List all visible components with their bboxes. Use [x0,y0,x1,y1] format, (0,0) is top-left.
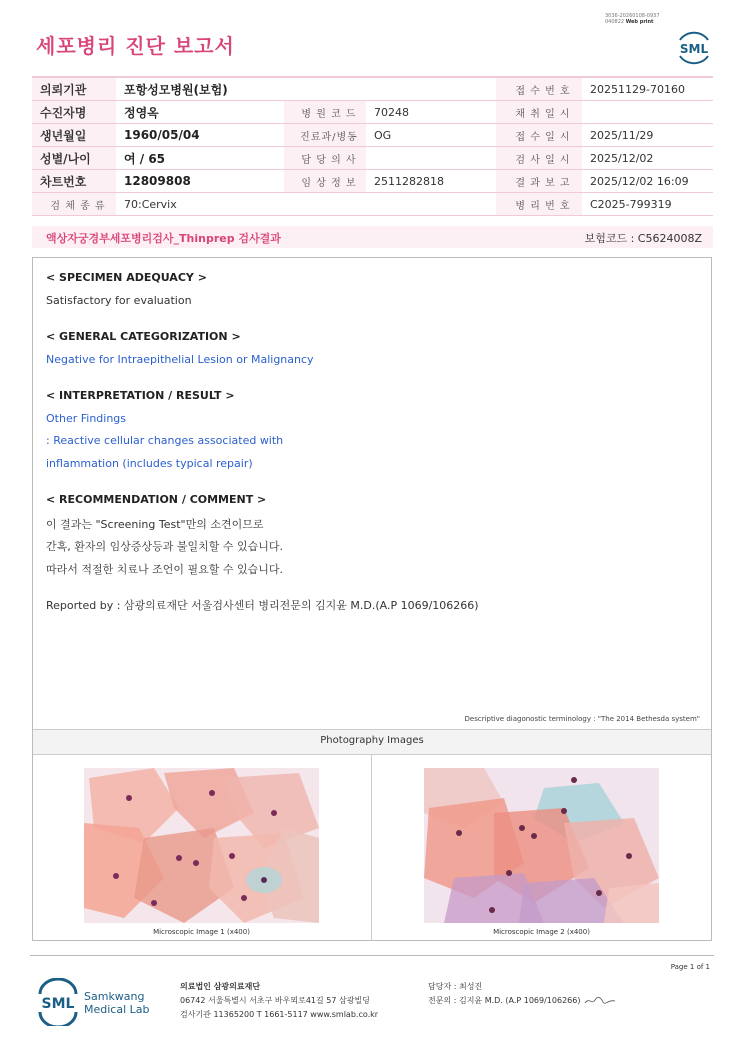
footer-staff [428,980,617,1008]
receipt-date-value: 2025/11/29 [582,124,713,147]
exam-date-label: 검 사 일 시 [496,147,582,170]
interpretation-line-2: : Reactive cellular changes associated with [46,434,284,447]
footer-manager: 담당자 : 최성진 [428,982,483,991]
recommendation-line-1: 이 결과는 "Screening Test"만의 소견이므로 [46,518,264,531]
collect-date-value [582,101,713,124]
recommendation-line-3: 따라서 적절한 치료나 조언이 필요할 수 있습니다. [46,563,283,576]
footer-org-info [180,980,378,1022]
footer-logo [36,978,80,1030]
svg-text:SML: SML [679,42,709,56]
photo-divider [371,754,372,941]
footer-brand: Samkwang Medical Lab [84,990,150,1016]
reported-by: Reported by : 삼광의료재단 서울검사센터 병리전문의 김지윤 M.D.(A.P 1069/106266) [46,599,479,612]
patient-value: 정영옥 [116,101,284,124]
recommendation-line-2: 간혹, 환자의 임상증상등과 불일치할 수 있습니다. [46,540,283,553]
footer-divider [30,955,714,956]
hospital-code-value: 70248 [366,101,496,124]
sml-footer-logo-icon [36,978,80,1026]
adequacy-header: < SPECIMEN ADEQUACY > [46,271,207,284]
doctor-label: 담 당 의 사 [284,147,366,170]
insurance-code: 보험코드 : C5624008Z [584,232,702,245]
receipt-no-label: 접 수 번 호 [496,77,582,101]
adequacy-text: Satisfactory for evaluation [46,294,192,307]
exam-date-value: 2025/12/02 [582,147,713,170]
signature-icon [583,995,617,1007]
patient-info-table [32,76,713,216]
category-text: Negative for Intraepithelial Lesion or Malignancy [46,353,314,366]
report-title: 세포병리 진단 보고서 [36,34,235,58]
footer-address: 06742 서울특별시 서초구 바우뫼로41길 57 삼광빌딩 [180,996,370,1005]
recommendation-header: < RECOMMENDATION / COMMENT > [46,493,267,506]
chart-no-label: 차트번호 [32,170,116,193]
footer-specialist: 전문의 : 김지윤 M.D. (A.P 1069/106266) [428,996,581,1005]
receipt-date-label: 접 수 일 시 [496,124,582,147]
sex-age-value: 여 / 65 [116,147,284,170]
test-name: 액상자궁경부세포병리검사_Thinprep 검사결과 [46,232,281,245]
page-number: Page 1 of 1 [670,963,710,971]
receipt-no-value: 20251129-70160 [582,77,713,101]
sex-age-label: 성별/나이 [32,147,116,170]
sml-logo-icon [674,26,714,66]
institution-label: 의뢰기관 [32,77,116,101]
photo-title: Photography Images [320,735,424,746]
collect-date-label: 채 취 일 시 [496,101,582,124]
svg-text:SML: SML [41,996,75,1012]
terminology-note: Descriptive diagonostic terminology : "The 2014 Bethesda system" [464,715,700,723]
category-header: < GENERAL CATEGORIZATION > [46,330,241,343]
caption-image-1: Microscopic Image 1 (x400) [153,928,250,936]
report-date-label: 결 과 보 고 [496,170,582,193]
patient-label: 수진자명 [32,101,116,124]
institution-value: 포항성모병원(보험) [116,77,496,101]
hospital-code-label: 병 원 코 드 [284,101,366,124]
microscopic-image-2 [424,768,659,923]
footer-contact: 검사기관 11365200 T 1661-5117 www.smlab.co.kr [180,1010,379,1019]
interpretation-header: < INTERPRETATION / RESULT > [46,389,235,402]
pathology-no-label: 병 리 번 호 [496,193,582,216]
microscopic-image-1 [84,768,319,923]
pathology-no-value: C2025-799319 [582,193,713,216]
caption-image-2: Microscopic Image 2 (x400) [493,928,590,936]
doctor-value [366,147,496,170]
interpretation-line-3: inflammation (includes typical repair) [46,457,253,470]
dept-value: OG [366,124,496,147]
specimen-label: 검 체 종 류 [32,193,116,216]
footer-org: 의료법인 삼광의료재단 [180,982,261,991]
document-id: 3036-20260108-0937 040822 Web print [605,13,660,25]
dob-label: 생년월일 [32,124,116,147]
dept-label: 진료과/병동 [284,124,366,147]
interpretation-line-1: Other Findings [46,412,127,425]
clinical-info-label: 임 상 정 보 [284,170,366,193]
clinical-info-value: 2511282818 [366,170,496,193]
specimen-value: 70:Cervix [116,193,496,216]
chart-no-value: 12809808 [116,170,284,193]
dob-value: 1960/05/04 [116,124,284,147]
report-date-value: 2025/12/02 16:09 [582,170,713,193]
